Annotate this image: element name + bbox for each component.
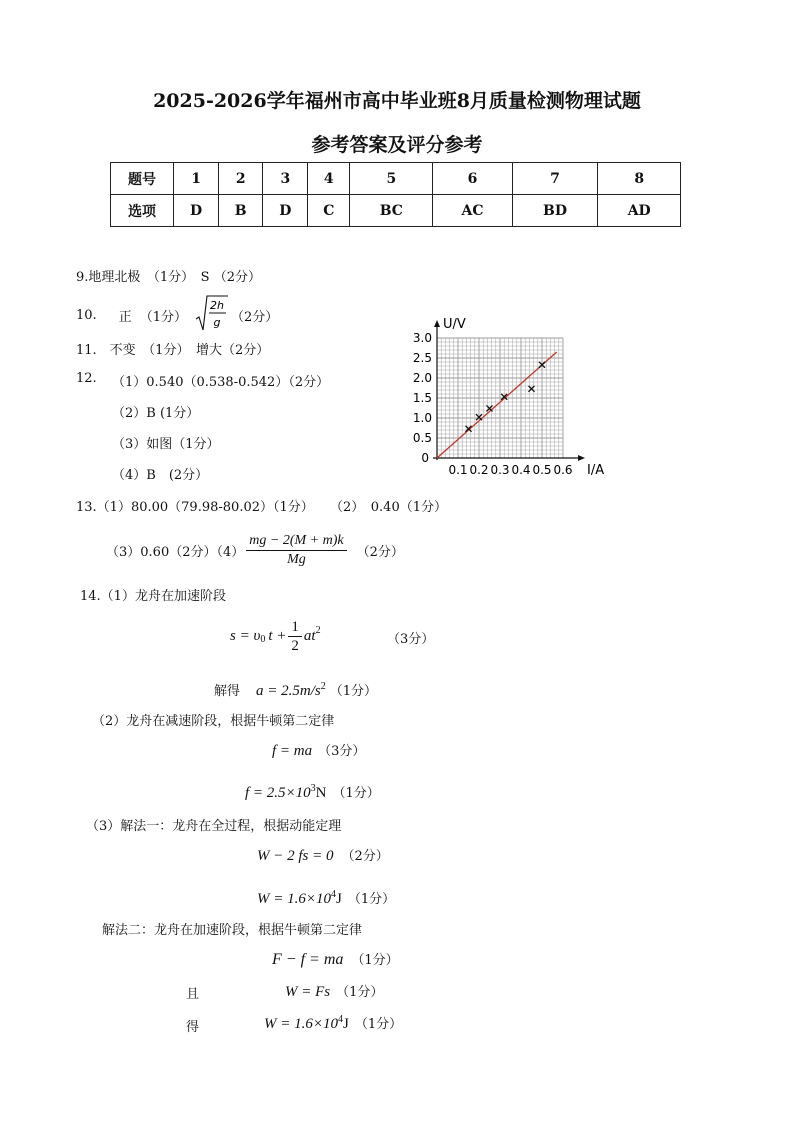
eq1-fraction bbox=[288, 618, 302, 655]
table-cell-number: 2 bbox=[219, 163, 263, 195]
sqrt-num: 2h bbox=[209, 299, 224, 312]
eq3-text: f = ma bbox=[272, 743, 313, 759]
y-axis-label: U/V bbox=[443, 317, 466, 332]
y-tick-label: 1.5 bbox=[412, 391, 432, 405]
q10-part-b-score: （2分） bbox=[230, 309, 279, 325]
q14-eq8 bbox=[285, 981, 383, 1001]
qie-label: 且 bbox=[186, 987, 200, 1002]
eq9-text: W = 1.6×10 bbox=[264, 1016, 338, 1032]
eq1-sub: 0 bbox=[260, 633, 266, 645]
q10-number: 10. bbox=[76, 307, 97, 323]
table-cell-number: 6 bbox=[433, 163, 512, 195]
q14-part-1-title: 14.（1）龙舟在加速阶段 bbox=[80, 589, 226, 604]
page-subtitle: 参考答案及评分参考 bbox=[311, 134, 483, 156]
table-cell-number: 8 bbox=[598, 163, 681, 195]
eq6-text: W = 1.6×10 bbox=[257, 891, 331, 907]
q14-part-3-title: （3）解法一：龙舟在全过程，根据动能定理 bbox=[86, 819, 342, 834]
x-tick-label: 0.5 bbox=[532, 463, 552, 477]
q13-fraction-den: Mg bbox=[287, 551, 306, 567]
eq1-score: （3分） bbox=[387, 632, 435, 647]
answer-table bbox=[110, 162, 681, 227]
q10-answer bbox=[76, 295, 278, 335]
table-cell-answer: AD bbox=[598, 195, 681, 227]
x-tick-label: 0.4 bbox=[511, 463, 531, 477]
q14-eq6 bbox=[257, 888, 395, 908]
sqrt-sign-icon bbox=[195, 294, 229, 332]
eq4-text: f = 2.5×10 bbox=[245, 785, 311, 801]
y-tick-label: 3.0 bbox=[412, 331, 432, 345]
x-axis-arrow-icon bbox=[578, 455, 585, 461]
q13-part-2: （2） 0.40（1分） bbox=[330, 500, 447, 515]
table-cell-answer: B bbox=[219, 195, 263, 227]
q13-part-3-4: （3）0.60（2分）（4） bbox=[106, 544, 245, 560]
eq2-text: a = 2.5m/s bbox=[256, 683, 321, 699]
eq5-text: W − 2 fs = 0 bbox=[257, 848, 334, 864]
eq6-unit: J bbox=[336, 891, 342, 907]
eq7-text: F − f = ma bbox=[272, 951, 344, 968]
u-i-graph bbox=[395, 312, 605, 477]
y-tick-label: 0.5 bbox=[412, 431, 432, 445]
table-head-number: 题号 bbox=[111, 163, 174, 195]
q14-alt-title: 解法二：龙舟在加速阶段，根据牛顿第二定律 bbox=[102, 923, 363, 938]
table-cell-number: 5 bbox=[350, 163, 433, 195]
table-cell-number: 1 bbox=[174, 163, 219, 195]
y-axis-arrow-icon bbox=[434, 320, 440, 327]
eq4-sup: 3 bbox=[310, 783, 316, 794]
y-tick-label: 1.0 bbox=[412, 411, 432, 425]
q12-part-4: （4）B (2分） bbox=[112, 468, 209, 483]
x-tick-label: 0.2 bbox=[469, 463, 489, 477]
eq6-score: （1分） bbox=[347, 892, 396, 907]
q13-part-1: 13.（1）80.00（79.98-80.02）（1分） bbox=[76, 500, 314, 515]
q10-part-a: 正 bbox=[118, 309, 132, 325]
eq1-rhs: at bbox=[303, 627, 316, 644]
eq9-sup: 4 bbox=[338, 1014, 343, 1025]
x-tick-label: 0.6 bbox=[553, 463, 573, 477]
q14-eq9 bbox=[264, 1013, 402, 1033]
eq2-score: （1分） bbox=[329, 684, 378, 699]
eq4-score: （1分） bbox=[332, 786, 380, 801]
de-label: 得 bbox=[186, 1020, 200, 1035]
eq8-score: （1分） bbox=[336, 985, 384, 1000]
eq3-score: （3分） bbox=[318, 744, 366, 759]
eq1-frac-num: 1 bbox=[288, 618, 302, 637]
q13-part-4-score: （2分） bbox=[356, 544, 404, 560]
eq1-mid: t + bbox=[268, 627, 287, 644]
q14-eq7 bbox=[272, 949, 399, 969]
q13-line-2 bbox=[106, 528, 404, 572]
x-tick-label: 0.1 bbox=[448, 463, 468, 477]
table-cell-answer: D bbox=[174, 195, 219, 227]
table-cell-answer: BC bbox=[350, 195, 433, 227]
table-cell-answer: AC bbox=[433, 195, 512, 227]
eq1-lhs: s = υ bbox=[230, 627, 261, 644]
table-row-answers bbox=[111, 195, 681, 227]
table-cell-answer: BD bbox=[512, 195, 598, 227]
q12-part-3: （3）如图（1分） bbox=[112, 437, 220, 452]
solve-label: 解得 bbox=[214, 684, 241, 699]
q14-eq5 bbox=[257, 845, 389, 865]
eq1-frac-den: 2 bbox=[291, 637, 299, 654]
table-row-numbers bbox=[111, 163, 681, 195]
table-head-answer: 选项 bbox=[111, 195, 174, 227]
eq4-unit: N bbox=[315, 785, 327, 801]
eq2-sup: 2 bbox=[320, 681, 326, 692]
x-tick-label: 0.3 bbox=[490, 463, 510, 477]
table-cell-number: 4 bbox=[308, 163, 350, 195]
q13-fraction-num: mg − 2(M + m)k bbox=[246, 532, 346, 551]
y-tick-label: 2.0 bbox=[412, 371, 432, 385]
eq5-score: （2分） bbox=[341, 849, 389, 864]
eq6-sup: 4 bbox=[331, 889, 336, 900]
eq7-score: （1分） bbox=[351, 953, 399, 968]
table-cell-answer: C bbox=[308, 195, 350, 227]
q14-eq3 bbox=[272, 740, 365, 760]
x-axis-label: I/A bbox=[587, 463, 605, 477]
table-cell-number: 7 bbox=[512, 163, 598, 195]
eq8-text: W = Fs bbox=[285, 984, 331, 1000]
q12-part-1: （1）0.540（0.538-0.542）（2分） bbox=[112, 375, 330, 390]
q13-fraction bbox=[246, 532, 346, 569]
q12-part-2: （2）B (1分） bbox=[112, 406, 200, 421]
eq1-sup: 2 bbox=[315, 624, 321, 636]
eq9-unit: J bbox=[343, 1016, 349, 1032]
origin-label: 0 bbox=[421, 451, 429, 465]
q12-number: 12. bbox=[76, 371, 97, 386]
q14-part-2-title: （2）龙舟在减速阶段，根据牛顿第二定律 bbox=[92, 714, 335, 729]
q14-eq2 bbox=[214, 680, 377, 700]
sqrt-den: g bbox=[213, 316, 221, 329]
sqrt-formula bbox=[195, 294, 229, 336]
q11-answer: 11. 不变 （1分） 增大（2分） bbox=[76, 343, 270, 358]
table-cell-answer: D bbox=[263, 195, 308, 227]
y-tick-label: 2.5 bbox=[412, 351, 432, 365]
page-title: 2025-2026学年福州市高中毕业班8月质量检测物理试题 bbox=[153, 90, 641, 112]
q14-eq4 bbox=[245, 782, 380, 802]
q10-part-a-score: （1分） bbox=[139, 309, 187, 325]
eq9-score: （1分） bbox=[354, 1017, 403, 1032]
q9-answer: 9.地理北极 （1分） S （2分） bbox=[76, 270, 261, 285]
q14-eq1 bbox=[230, 612, 321, 660]
table-cell-number: 3 bbox=[263, 163, 308, 195]
